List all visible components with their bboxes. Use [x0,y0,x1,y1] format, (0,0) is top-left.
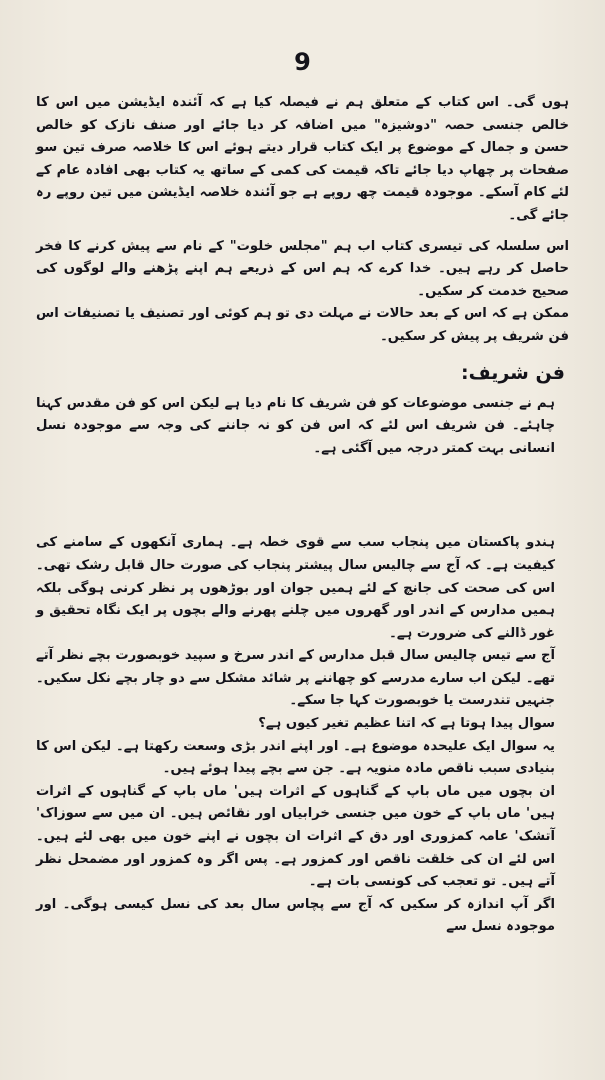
paragraph: آج سے تیس چالیس سال قبل مدارس کے اندر سرخ و سپید خوبصورت بچے نظر آتے تھے۔ لیکن اب سارے مدرسے کو چھاننے پر شائد مشکل سے دو چار بچے نکل سکیں۔ جنہیں تندرست یا خوبصورت کہا جا سکے۔ [36,648,555,709]
section-break [36,460,569,532]
paragraph: ہم نے جنسی موضوعات کو فن شریف کا نام دیا ہے لیکن اس کو فن مقدس کہنا چاہئے۔ فن شریف اس لئے کہ اس فن کو نہ جاننے کی وجہ سے موجودہ نسل انسانی بہت کمتر درجہ میں آگئی ہے۔ [36,395,555,456]
paragraph: یہ سوال ایک علیحدہ موضوع ہے۔ اور اپنے اندر بڑی وسعت رکھتا ہے۔ لیکن اس کا بنیادی سبب ناقص مادہ منویہ ہے۔ جن سے بچے پیدا ہوئے ہیں۔ [36,738,555,777]
paragraph: ہوں گی۔ اس کتاب کے متعلق ہم نے فیصلہ کیا ہے کہ آئندہ ایڈیشن میں اس کا خالص جنسی حصہ "دوشیزہ" میں اضافہ کر دیا جائے اور صنف نازک کو خالص حسن و جمال کے موضوع پر ایک کتاب قرار دیتے ہوئے اس کا خلاصہ صرف تین سو صفحات پر چھاپ دیا جائے تاکہ قیمت کی کمی کے ساتھ یہ کتاب بھی افادہ عام کے لئے کام آسکے۔ موجودہ قیمت چھ روپے ہے جو آئندہ خلاصہ ایڈیشن میں تین روپے رہ جائے گی۔ [36,95,569,223]
paragraph: سوال پیدا ہوتا ہے کہ اتنا عظیم تغیر کیوں ہے؟ [258,716,555,732]
paragraph: اس سلسلہ کی تیسری کتاب اب ہم "مجلس خلوت" کے نام سے پیش کرنے کا فخر حاصل کر رہے ہیں۔ خدا کرے کہ ہم اس کے ذریعے ہم اپنے پڑھنے والے لوگوں کی صحیح خدمت کر سکیں۔ [36,238,569,299]
page-body [36,92,569,939]
paragraph: ان بچوں میں ماں باپ کے گناہوں کے اثرات ہیں' ماں باپ کے گناہوں کے اثرات ہیں' ماں باپ کے خون میں جنسی خرابیاں اور نقائص ہیں۔ ان میں سے سوزاک' آتشک' عامہ کمزوری اور دق کے اثرات ان بچوں نے اپنے خون میں بھی لئے ہیں۔ اس لئے ان کی خلقت ناقص اور کمزور ہے۔ پس اگر وہ کمزور اور مضمحل نظر آتے ہیں۔ تو تعجب کی کونسی بات ہے۔ [36,783,555,890]
paragraph: ہندو پاکستان میں پنجاب سب سے قوی خطہ ہے۔ ہماری آنکھوں کے سامنے کی کیفیت ہے۔ کہ آج سے چالیس سال پیشتر پنجاب کی صورت حال قابل رشک تھی۔ اس کی صحت کی جانچ کے لئے ہمیں جوان اور بوڑھوں پر نظر کرنی ہوگی بلکہ ہمیں مدارس کے اندر اور گھروں میں چلنے پھرنے والے بچوں پر ایک نگاہ تحقیق و غور ڈالنے کی ضرورت ہے۔ [36,535,555,641]
paragraph: اگر آپ اندازہ کر سکیں کہ آج سے پچاس سال بعد کی نسل کیسی ہوگی۔ اور موجودہ نسل سے [36,896,555,935]
page-number: 9 [294,48,311,76]
paragraph: ممکن ہے کہ اس کے بعد حالات نے مہلت دی تو ہم کوئی اور تصنیف یا تصنیفات اس فن شریف پر پیش کر سکیں۔ [36,306,569,344]
section-heading: فن شریف: [460,361,565,384]
